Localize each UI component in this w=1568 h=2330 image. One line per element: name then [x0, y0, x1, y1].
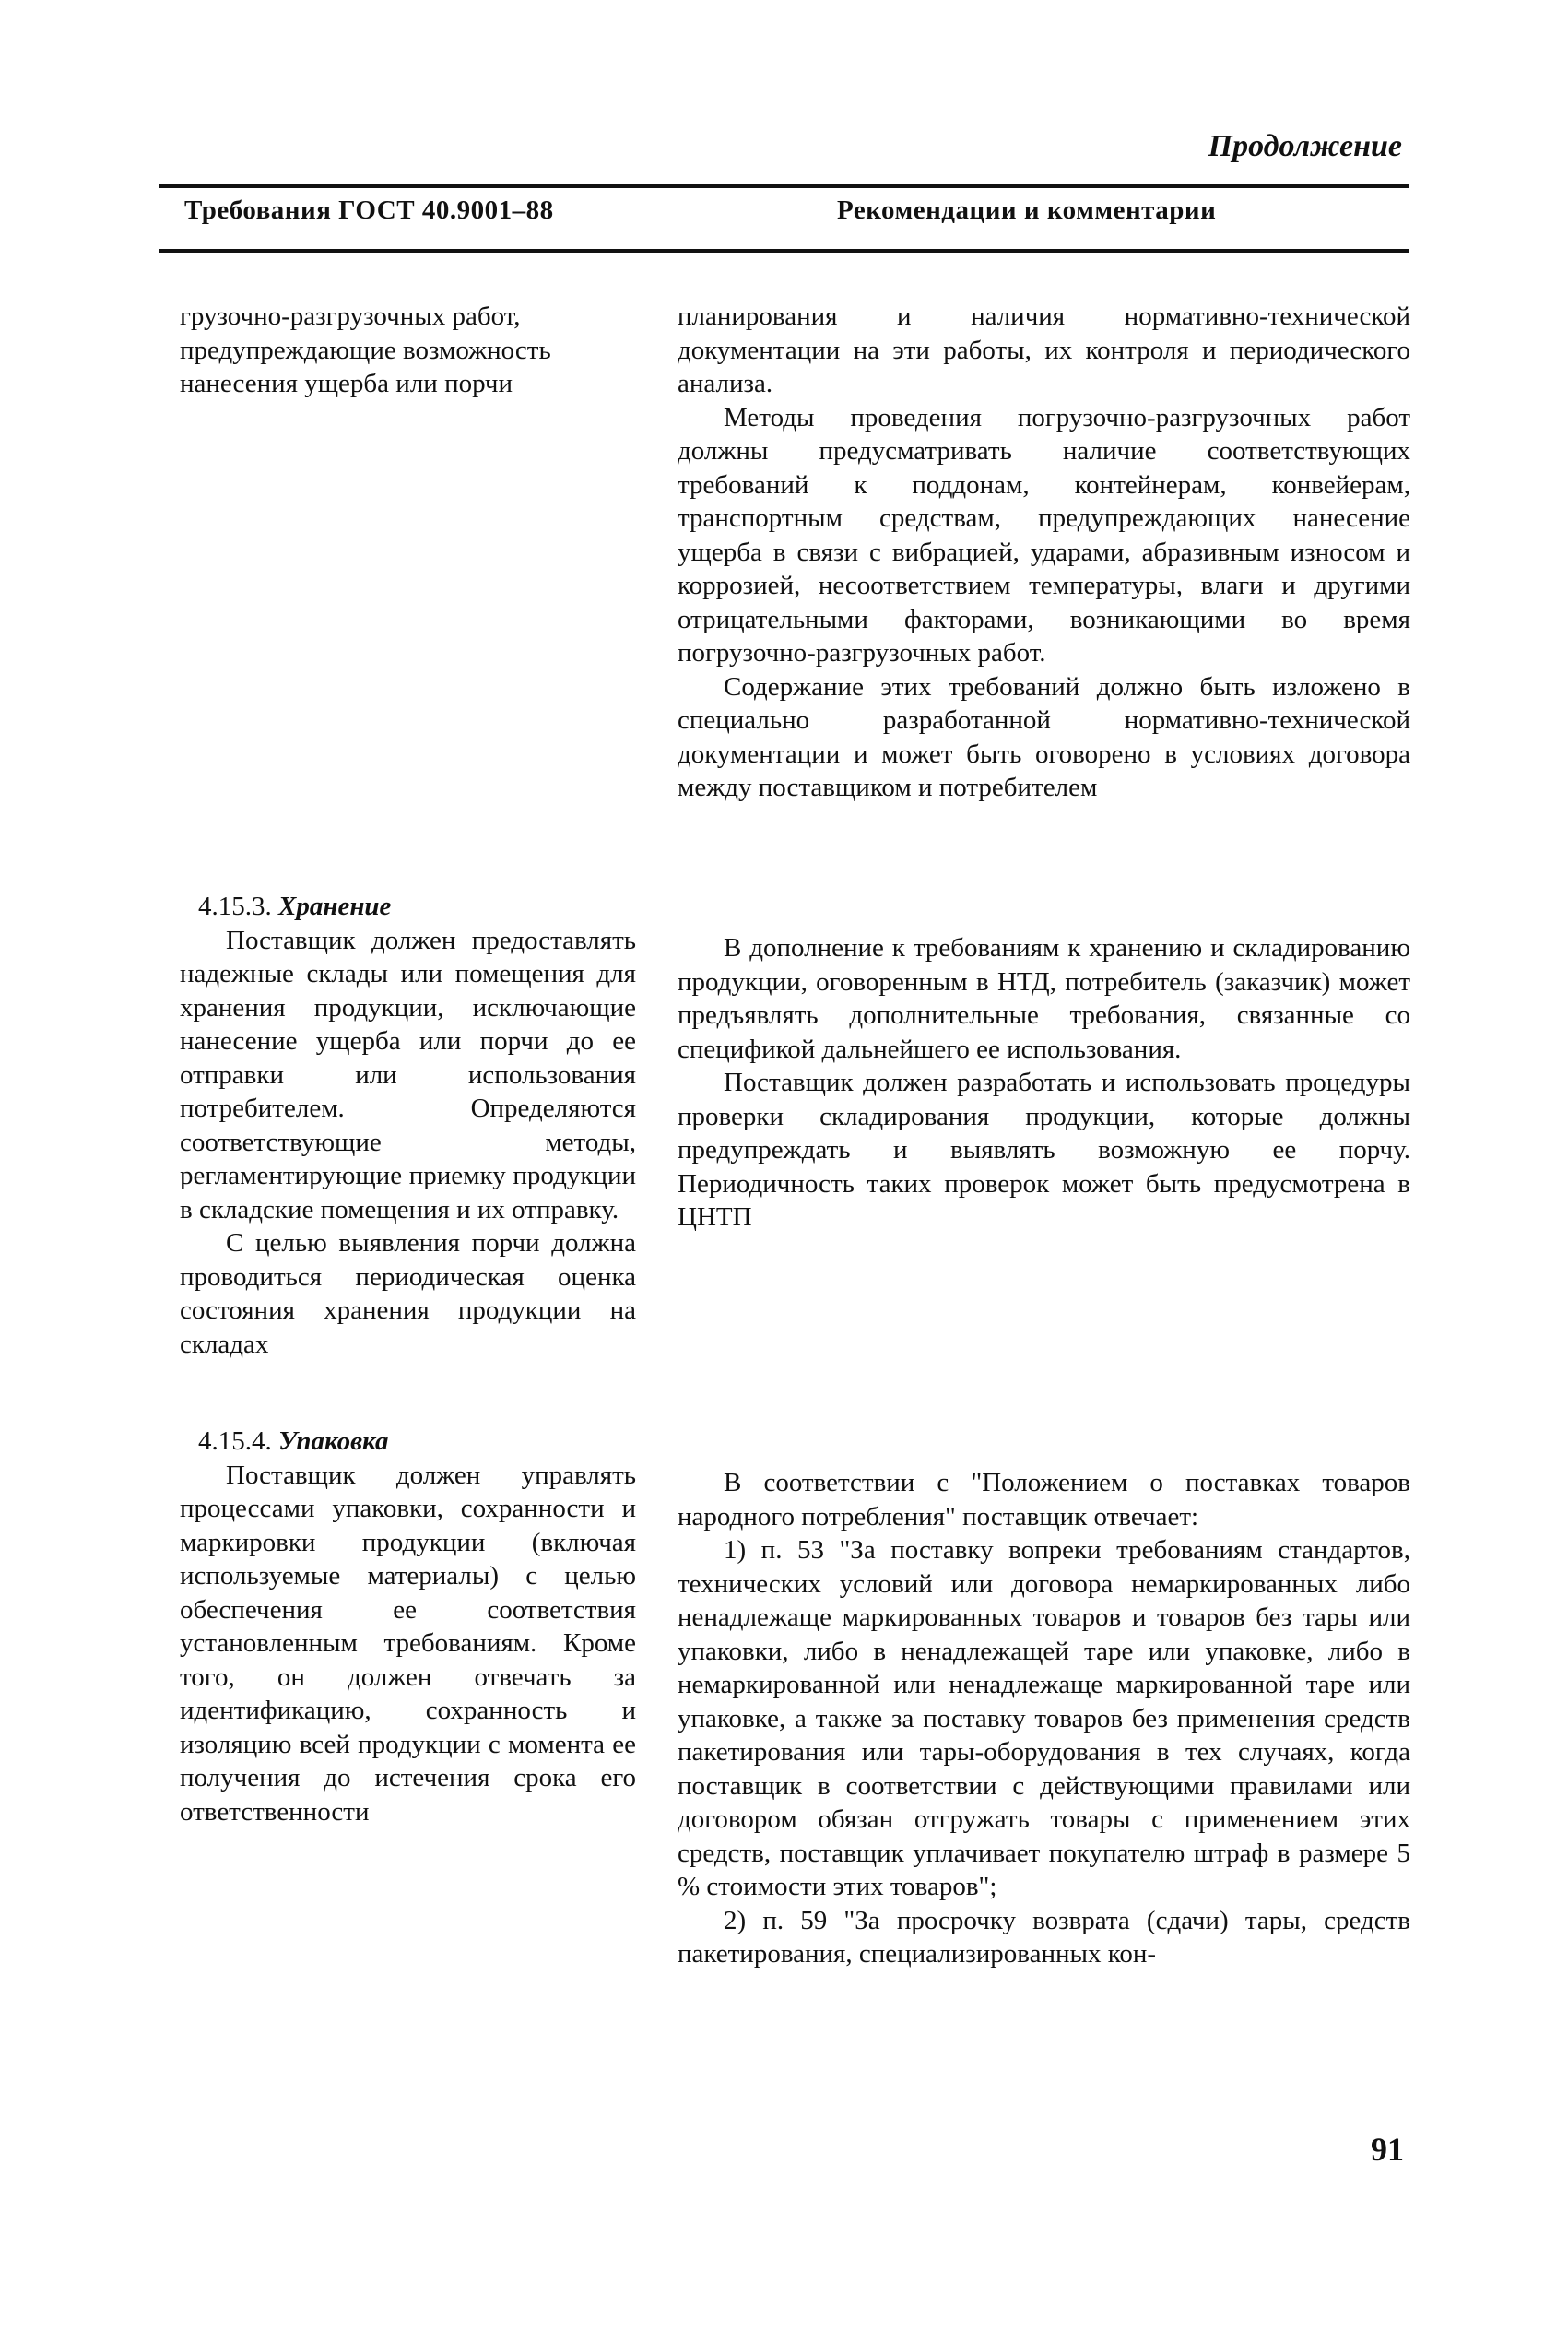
section-4-15-4-title: Упаковка [278, 1426, 389, 1456]
section-4-15-3 [180, 890, 636, 1361]
right-handling-para-3: Содержание этих требований должно быть изложено в специально разработанной нормативно-технической документации и может быть оговорено в условиях договора между поставщиком и потребителем [678, 671, 1410, 802]
section-4-15-3-heading [180, 890, 636, 924]
right-storage-para-1: В дополнение к требованиям к хранению и складированию продукции, оговоренным в НТД, потребитель (заказчик) может предъявлять дополнительные требования, связанные со спецификой дальнейшего ее использования. [678, 933, 1410, 1064]
right-column-header: Рекомендации и комментарии [837, 195, 1217, 225]
right-packaging-para-2: 1) п. 53 "За поставку вопреки требованиям стандартов, технических условий или договора немаркированных либо ненадлежаще маркированных товаров и товаров без тары или упаковки, либо в ненадлежащей таре или упаковке, либо в немаркированной или ненадлежаще маркированной таре или упаковке, а также за поставку товаров без применения средств пакетирования или тары-оборудования в тех случаях, когда поставщик в соответствии с действующими правилами или договором обязан отгружать товары с применением этих средств, поставщик уплачивает покупателю штраф в размере 5 % стоимости этих товаров"; [678, 1535, 1410, 1901]
section-4-15-4-heading [180, 1425, 636, 1459]
section-4-15-3-para-2: С целью выявления порчи должна проводиться периодическая оценка состояния хранения продукции на складах [180, 1228, 636, 1359]
left-continued-text: грузочно-разгрузочных работ, предупреждающие возможность нанесения ущерба или порчи [180, 302, 551, 398]
right-block-handling [678, 300, 1410, 805]
header-bottom-rule [159, 249, 1409, 253]
left-column-header: Требования ГОСТ 40.9001–88 [184, 195, 554, 225]
section-4-15-3-para-1: Поставщик должен предоставлять надежные склады или помещения для хранения продукции, исключающие нанесение ущерба или порчи до ее отправки или использования потребителем. Определяются соответствующие методы, регламентирующие приемку продукции в складские помещения и их отправку. [180, 925, 636, 1224]
section-4-15-4 [180, 1425, 636, 1828]
section-4-15-3-number: 4.15.3. [198, 892, 272, 921]
right-packaging-para-3: 2) п. 59 "За просрочку возврата (сдачи) тары, средств пакетирования, специализированных кон- [678, 1905, 1410, 1969]
header-top-rule [159, 184, 1409, 188]
right-handling-para-1: планирования и наличия нормативно-технической документации на эти работы, их контроля и периодического анализа. [678, 302, 1410, 398]
right-block-packaging [678, 1466, 1410, 1971]
right-handling-para-2: Методы проведения погрузочно-разгрузочных работ должны предусматривать наличие соответствующих требований к поддонам, контейнерам, конвейерам, транспортным средствам, предупреждающих нанесение ущерба в связи с вибрацией, ударами, абразивным износом и коррозией, несоответствием температуры, влаги и другими отрицательными факторами, возникающими во время погрузочно-разгрузочных работ. [678, 402, 1410, 668]
page-number: 91 [1371, 2131, 1404, 2168]
right-block-storage [678, 931, 1410, 1235]
continuation-label: Продолжение [1208, 129, 1402, 163]
left-block-continued [180, 300, 636, 401]
right-storage-para-2: Поставщик должен разработать и использовать процедуры проверки складирования продукции, которые должны предупреждать и выявлять возможную ее порчу. Периодичность таких проверок может быть предусмотрена в ЦНТП [678, 1068, 1410, 1232]
section-4-15-4-number: 4.15.4. [198, 1426, 272, 1456]
right-packaging-para-1: В соответствии с "Положением о поставках товаров народного потребления" поставщик отвечает: [678, 1468, 1410, 1532]
section-4-15-3-title: Хранение [278, 892, 392, 921]
section-4-15-4-para-1: Поставщик должен управлять процессами упаковки, сохранности и маркировки продукции (включая используемые материалы) с целью обеспечения ее соответствия установленным требованиям. Кроме того, он должен отвечать за идентификацию, сохранность и изоляцию всей продукции с момента ее получения до истечения срока его ответственности [180, 1460, 636, 1827]
